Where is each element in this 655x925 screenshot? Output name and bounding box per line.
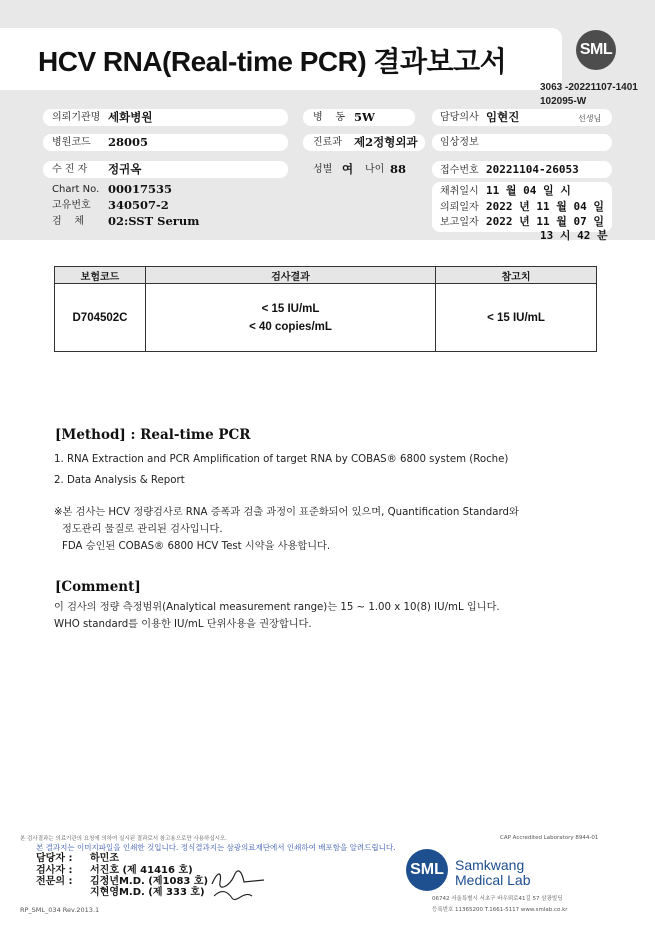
doctor-title: 선생님 xyxy=(578,114,602,123)
print-notice: 본 결과지는 이미지파일을 인쇄한 것입니다. 정식결과지는 삼광의료재단에서 인쇄하여 배포함을 알려드립니다. xyxy=(36,843,396,852)
examiner-value: 서진호 (제 41416 호) xyxy=(90,865,193,876)
examiner-label: 검사자 : xyxy=(36,865,73,876)
sex-label: 성별 xyxy=(313,164,333,175)
institution-value: 세화병원 xyxy=(108,110,153,124)
manager-value: 하민조 xyxy=(90,853,119,864)
doc-id-line1: 3063 -20221107-1401 xyxy=(540,82,638,93)
report-date-value: 2022 년 11 월 07 일 xyxy=(486,215,604,228)
hospital-code-label: 병원코드 xyxy=(52,137,91,148)
clinical-info-label: 임상정보 xyxy=(440,137,479,148)
receipt-no-value: 20221104-26053 xyxy=(486,163,579,176)
chart-no-label: Chart No. xyxy=(52,184,100,195)
lab-name-line1: Samkwang xyxy=(455,857,525,873)
report-time-value: 13 시 42 분 xyxy=(540,229,608,242)
header-reference: 참고치 xyxy=(436,267,597,284)
report-title: HCV RNA(Real-time PCR) 결과보고서 xyxy=(38,46,507,77)
header-test-result: 검사결과 xyxy=(146,267,436,284)
comment-line2: WHO standard를 이용한 IU/mL 단위사용을 권장합니다. xyxy=(54,619,312,630)
recipient-value: 정귀옥 xyxy=(108,162,142,176)
form-code: RP_SML_034 Rev.2013.1 xyxy=(20,906,100,914)
collection-date-label: 채취일시 xyxy=(440,186,479,197)
unique-no-value: 340507-2 xyxy=(108,198,169,212)
age-value: 88 xyxy=(390,162,407,176)
signature-stroke-2 xyxy=(214,892,252,900)
result-line1: < 15 IU/mL xyxy=(261,302,320,315)
signature-stroke-1 xyxy=(212,871,264,887)
sml-logo: SML xyxy=(576,30,616,70)
comment-line1: 이 검사의 정량 측정범위(Analytical measurement range)는 15 ~ 1.00 x 10(8) IU/mL 입니다. xyxy=(54,602,500,613)
request-date-label: 의뢰일자 xyxy=(440,202,479,213)
method-note3: FDA 승인된 COBAS® 6800 HCV Test 시약을 사용합니다. xyxy=(62,541,331,552)
method-note1: ※본 검사는 HCV 정량검사로 RNA 증폭과 검출 과정이 표준화되어 있으며, Quantification Standard와 xyxy=(54,507,519,518)
table-header-row xyxy=(55,267,597,284)
samkwang-logo: SML xyxy=(406,849,448,891)
method-line2: 2. Data Analysis & Report xyxy=(54,475,185,486)
department-value: 제2정형외과 xyxy=(354,135,418,149)
handwritten-signature xyxy=(208,862,268,902)
request-date-value: 2022 년 11 월 04 일 xyxy=(486,200,604,213)
table-row xyxy=(55,284,597,352)
hospital-code-value: 28005 xyxy=(108,135,149,149)
footer-fineprint: 본 검사결과는 의료기관의 요청에 의하여 실시된 결과로서 참고용으로만 사용하십시오. xyxy=(20,836,228,842)
specimen-label: 검 체 xyxy=(52,216,85,227)
accreditation: CAP Accredited Laboratory 8944-01 xyxy=(500,835,599,841)
specialist-label: 전문의 : xyxy=(36,876,73,887)
ward-value: 5W xyxy=(354,110,375,124)
specialist2-value: 지현영M.D. (제 333 호) xyxy=(90,887,205,898)
lab-address: 06742 서울특별시 서초구 바우뫼로41길 57 삼광빌딩 xyxy=(432,896,563,902)
cell-test-result xyxy=(146,284,436,352)
ward-label: 병 동 xyxy=(313,112,346,123)
lab-name-line2: Medical Lab xyxy=(455,872,531,888)
recipient-label: 수 진 자 xyxy=(52,164,88,175)
department-label: 진료과 xyxy=(313,137,342,148)
specialist1-value: 김정년M.D. (제1083 호) xyxy=(90,876,209,887)
comment-title: [Comment] xyxy=(55,579,141,595)
result-table xyxy=(54,266,597,352)
sex-value: 여 xyxy=(342,162,354,176)
lab-contact: 등록번호 11365200 T.1661-5117 www.smlab.co.kr xyxy=(432,907,568,913)
unique-no-label: 고유번호 xyxy=(52,200,91,211)
cell-insurance-code: D704502C xyxy=(55,284,146,352)
header-insurance-code: 보험코드 xyxy=(55,267,146,284)
method-title: [Method] : Real-time PCR xyxy=(55,427,251,443)
institution-label: 의뢰기관명 xyxy=(52,112,101,123)
age-label: 나이 xyxy=(365,164,385,175)
doc-id-line2: 102095-W xyxy=(540,96,587,107)
method-line1: 1. RNA Extraction and PCR Amplification of target RNA by COBAS® 6800 system (Roche) xyxy=(54,454,509,465)
specimen-value: 02:SST Serum xyxy=(108,214,200,228)
manager-label: 담당자 : xyxy=(36,853,73,864)
chart-no-value: 00017535 xyxy=(108,182,173,196)
lab-name xyxy=(455,858,531,888)
collection-date-value: 11 월 04 일 시 xyxy=(486,184,571,197)
doctor-value: 임현진 xyxy=(486,110,520,124)
cell-reference: < 15 IU/mL xyxy=(436,284,597,352)
receipt-no-label: 접수번호 xyxy=(440,165,479,176)
report-date-label: 보고일자 xyxy=(440,217,479,228)
method-note2: 정도관리 물질로 관리된 검사입니다. xyxy=(62,524,223,535)
doctor-label: 담당의사 xyxy=(440,112,479,123)
result-line2: < 40 copies/mL xyxy=(249,320,332,333)
